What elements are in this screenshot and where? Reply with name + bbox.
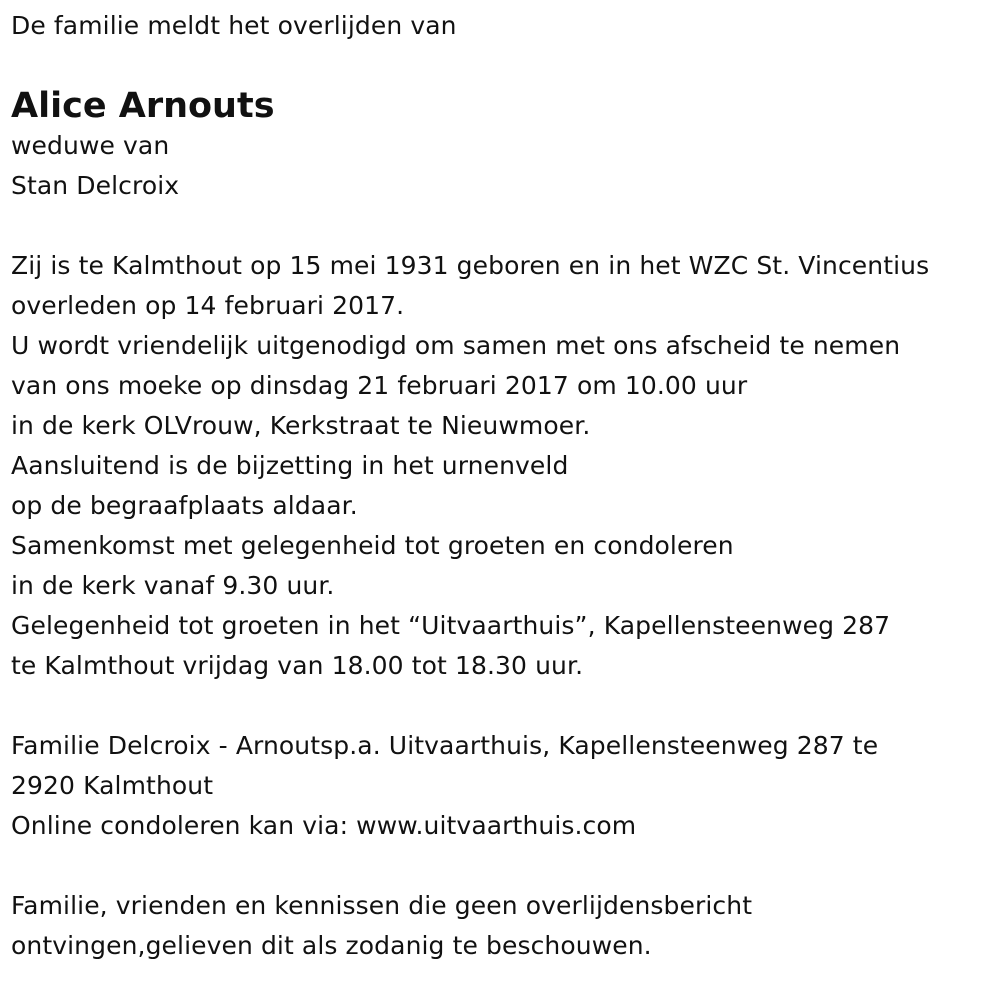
body-line: van ons moeke op dinsdag 21 februari 2017 om 10.00 uur [11, 371, 748, 400]
body-line: op de begraafplaats aldaar. [11, 491, 358, 520]
body-line: Aansluitend is de bijzetting in het urnenveld [11, 451, 569, 480]
deceased-name: Alice Arnouts [11, 86, 275, 126]
body-line: Gelegenheid tot groeten in het “Uitvaarthuis”, Kapellensteenweg 287 [11, 611, 891, 640]
body-line: te Kalmthout vrijdag van 18.00 tot 18.30 uur. [11, 651, 584, 680]
spacer [11, 846, 991, 886]
body-line: overleden op 14 februari 2017. [11, 291, 405, 320]
body-line: Zij is te Kalmthout op 15 mei 1931 geboren en in het WZC St. Vincentius [11, 251, 930, 280]
spouse-name: Stan Delcroix [11, 171, 180, 200]
relation-line: weduwe van [11, 131, 170, 160]
body-line: Samenkomst met gelegenheid tot groeten en condoleren [11, 531, 734, 560]
closing-line: Familie, vrienden en kennissen die geen overlijdensbericht [11, 891, 753, 920]
spacer [11, 46, 991, 84]
spacer [11, 206, 991, 246]
body-line: in de kerk vanaf 9.30 uur. [11, 571, 335, 600]
spacer [11, 686, 991, 726]
death-notice [11, 6, 991, 966]
body-line: U wordt vriendelijk uitgenodigd om samen met ons afscheid te nemen [11, 331, 901, 360]
body-line: in de kerk OLVrouw, Kerkstraat te Nieuwmoer. [11, 411, 591, 440]
intro-line: De familie meldt het overlijden van [11, 11, 457, 40]
closing-line: ontvingen,gelieven dit als zodanig te beschouwen. [11, 931, 652, 960]
condolence-line: Online condoleren kan via: www.uitvaarthuis.com [11, 811, 637, 840]
contact-line: 2920 Kalmthout [11, 771, 214, 800]
contact-line: Familie Delcroix - Arnoutsp.a. Uitvaarthuis, Kapellensteenweg 287 te [11, 731, 879, 760]
